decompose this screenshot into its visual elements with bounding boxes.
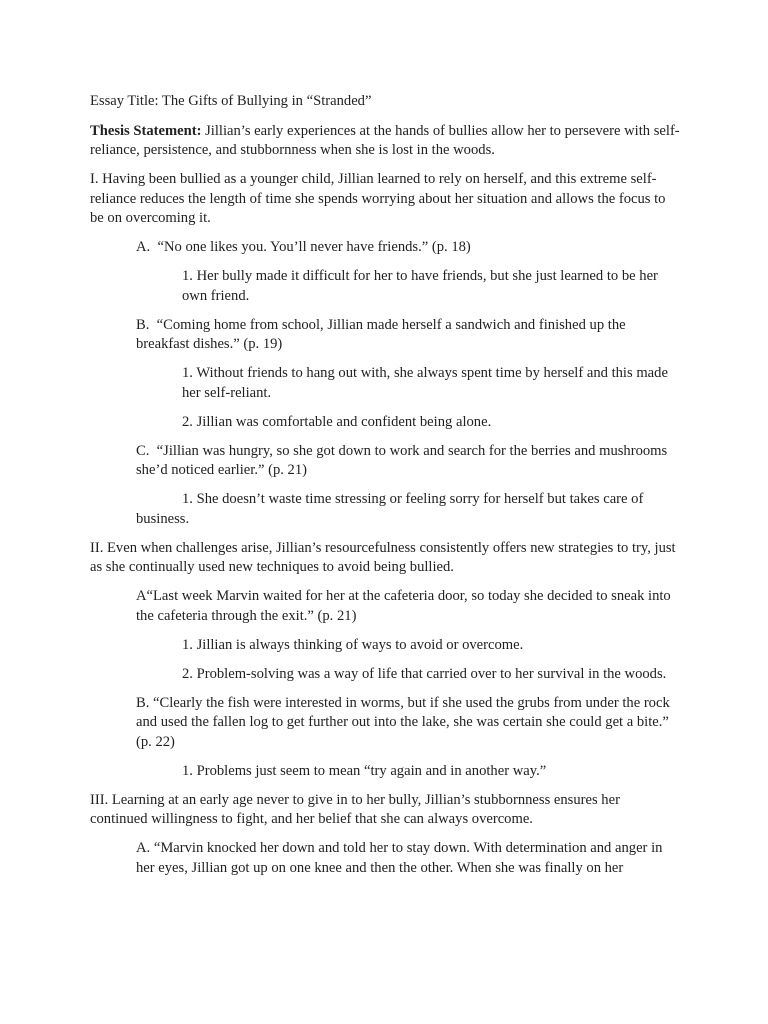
essay-title: Essay Title: The Gifts of Bullying in “Stranded”	[90, 93, 372, 109]
section-2-point-b-1: 1. Problems just seem to mean “try again and in another way.”	[182, 762, 547, 779]
section-1-point-c-1: 1. She doesn’t waste time stressing or feeling sorry for herself but takes care of business.	[136, 491, 644, 527]
thesis-text: Jillian’s early experiences at the hands of bullies allow her to persevere with self-reliance, persistence, and stubbornness when she is lost in the woods.	[90, 122, 680, 158]
section-1-heading: I. Having been bullied as a younger child, Jillian learned to rely on herself, and this extreme self-reliance reduces the length of time she spends worrying about her situation and allows the focus to be on overcoming it.	[90, 171, 666, 226]
thesis-statement	[90, 122, 680, 161]
section-2-point-a-2: 2. Problem-solving was a way of life that carried over to her survival in the woods.	[182, 665, 667, 682]
section-2-heading: II. Even when challenges arise, Jillian’s resourcefulness consistently offers new strategies to try, just as she continually used new techniques to avoid being bullied.	[90, 539, 676, 575]
section-1-point-c: C. “Jillian was hungry, so she got down to work and search for the berries and mushrooms she’d noticed earlier.” (p. 21)	[136, 442, 668, 478]
section-2-point-b: B. “Clearly the fish were interested in worms, but if she used the grubs from under the rock and used the fallen log to get further out into the lake, she was certain she could get a bite.” (p. 22)	[136, 694, 670, 750]
section-2-point-a: A“Last week Marvin waited for her at the cafeteria door, so today she decided to sneak into the cafeteria through the exit.” (p. 21)	[136, 588, 671, 624]
section-1-point-a-1: 1. Her bully made it difficult for her to have friends, but she just learned to be her own friend.	[182, 268, 658, 304]
section-1-point-b-1: 1. Without friends to hang out with, she always spent time by herself and this made her self-reliant.	[182, 365, 668, 401]
essay-outline-page	[90, 92, 680, 888]
section-1-point-a: A. “No one likes you. You’ll never have friends.” (p. 18)	[136, 239, 471, 255]
section-1-point-b-2: 2. Jillian was comfortable and confident being alone.	[182, 413, 492, 430]
section-3-heading: III. Learning at an early age never to give in to her bully, Jillian’s stubbornness ensures her continued willingness to fight, and her belief that she can always overcome.	[90, 791, 620, 827]
thesis-label: Thesis Statement:	[90, 122, 202, 139]
section-1-point-b: B. “Coming home from school, Jillian made herself a sandwich and finished up the breakfast dishes.” (p. 19)	[136, 316, 626, 352]
section-2-point-a-1: 1. Jillian is always thinking of ways to avoid or overcome.	[182, 636, 524, 653]
section-3-point-a: A. “Marvin knocked her down and told her to stay down. With determination and anger in her eyes, Jillian got up on one knee and then the other. When she was finally on her	[136, 840, 663, 876]
